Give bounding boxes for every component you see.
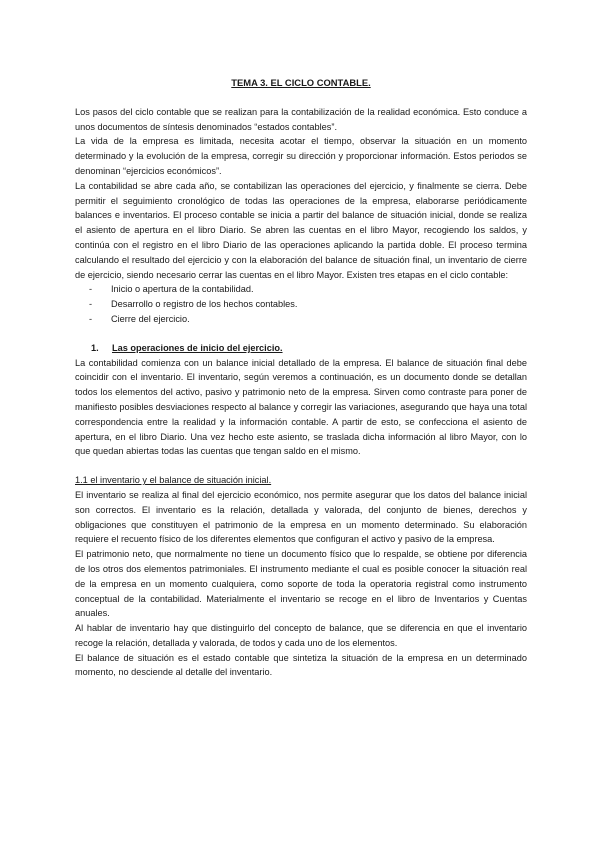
- stage-label: Inicio o apertura de la contabilidad.: [111, 284, 254, 295]
- intro-paragraph: Los pasos del ciclo contable que se realizan para la contabilización de la realidad económica. Esto conduce a unos documentos de síntesis denominados “estados contables”.: [75, 106, 527, 132]
- document-title: TEMA 3. EL CICLO CONTABLE.: [231, 77, 371, 88]
- intro-paragraph: La contabilidad se abre cada año, se contabilizan las operaciones del ejercicio, y finalmente se cierra. Debe permitir el seguimiento cronológico de todas las operaciones de la empresa, elaborarse periódicamente balances e inventarios. El proceso contable se inicia a partir del balance de situación inicial, donde se realiza el asiento de apertura en el libro Diario. Se abren las cuentas en el libro Mayor, recogiendo los saldos, y continúa con el registro en el libro Diario de las operaciones aplicando la partida doble. El proceso termina calculando el resultado del ejercicio y con la elaboración del balance de situación final, un inventario de cierre de ejercicio, siendo necesario cerrar las cuentas en el libro Mayor. Existen tres etapas en el ciclo contable:: [75, 180, 527, 280]
- intro-paragraph: La vida de la empresa es limitada, necesita acotar el tiempo, observar la situación en un momento determinado y la evolución de la empresa, corregir su dirección y proporcionar información. Estos periodos se denominan “ejercicios económicos”.: [75, 136, 527, 176]
- section-title: Las operaciones de inicio del ejercicio.: [112, 342, 283, 353]
- subsection-paragraph: El balance de situación es el estado contable que sintetiza la situación de la empresa en un determinado momento, no desciende al detalle del inventario.: [75, 652, 527, 678]
- list-item: [75, 312, 527, 327]
- subsection-paragraph: El patrimonio neto, que normalmente no tiene un documento físico que lo respalde, se obtiene por diferencia de los otros dos elementos patrimoniales. El instrumento mediante el cual es posible conocer la situación real de la empresa en un momento cualquiera, como soporte de toda la operatoria registral como instrumento conceptual de la contabilidad. Materialmente el inventario se recoge en el libro de Inventarios y Cuentas anuales.: [75, 549, 527, 619]
- section-paragraph: La contabilidad comienza con un balance inicial detallado de la empresa. El balance de situación final debe coincidir con el inventario. El inventario, según veremos a continuación, es un documento donde se detallan todos los elementos del activo, pasivo y patrimonio neto de la empresa. Sirven como contraste para poner de manifiesto posibles desviaciones respecto al balance y corregir las variaciones, asegurando que haya una total correspondencia entre la realidad y la información contable. A partir de esto, se confecciona el asiento de apertura, en el libro Diario. Una vez hecho este asiento, se traslada dicha información al libro Mayor, con lo que quedan abiertas todas las cuentas que tengan saldo en el mismo.: [75, 357, 527, 457]
- section-heading: [75, 341, 527, 356]
- section-number: 1.: [91, 342, 99, 353]
- stage-label: Desarrollo o registro de los hechos contables.: [111, 299, 298, 310]
- subsection-heading: 1.1 el inventario y el balance de situación inicial.: [75, 475, 272, 486]
- subsection-paragraph: Al hablar de inventario hay que distinguirlo del concepto de balance, que se diferencia en que el inventario recoge la relación, detallada y valorada, de todos y cada uno de los elementos.: [75, 623, 527, 648]
- document-page: [75, 76, 527, 680]
- stage-label: Cierre del ejercicio.: [111, 313, 190, 324]
- bullet-dash: -: [89, 284, 93, 295]
- subsection-paragraph: El inventario se realiza al final del ejercicio económico, nos permite asegurar que los datos del balance inicial son correctos. El inventario es la relación, detallada y valorada, del conjunto de bienes, derechos y obligaciones que constituyen el patrimonio de la empresa en un momento determinado. Su elaboración requiere el recuento físico de los diferentes elementos que configuran el activo y pasivo de la empresa.: [75, 489, 527, 545]
- list-item: [75, 282, 527, 297]
- list-item: [75, 297, 527, 312]
- stages-list: [75, 282, 527, 326]
- bullet-dash: -: [89, 299, 93, 310]
- bullet-dash: -: [89, 313, 93, 324]
